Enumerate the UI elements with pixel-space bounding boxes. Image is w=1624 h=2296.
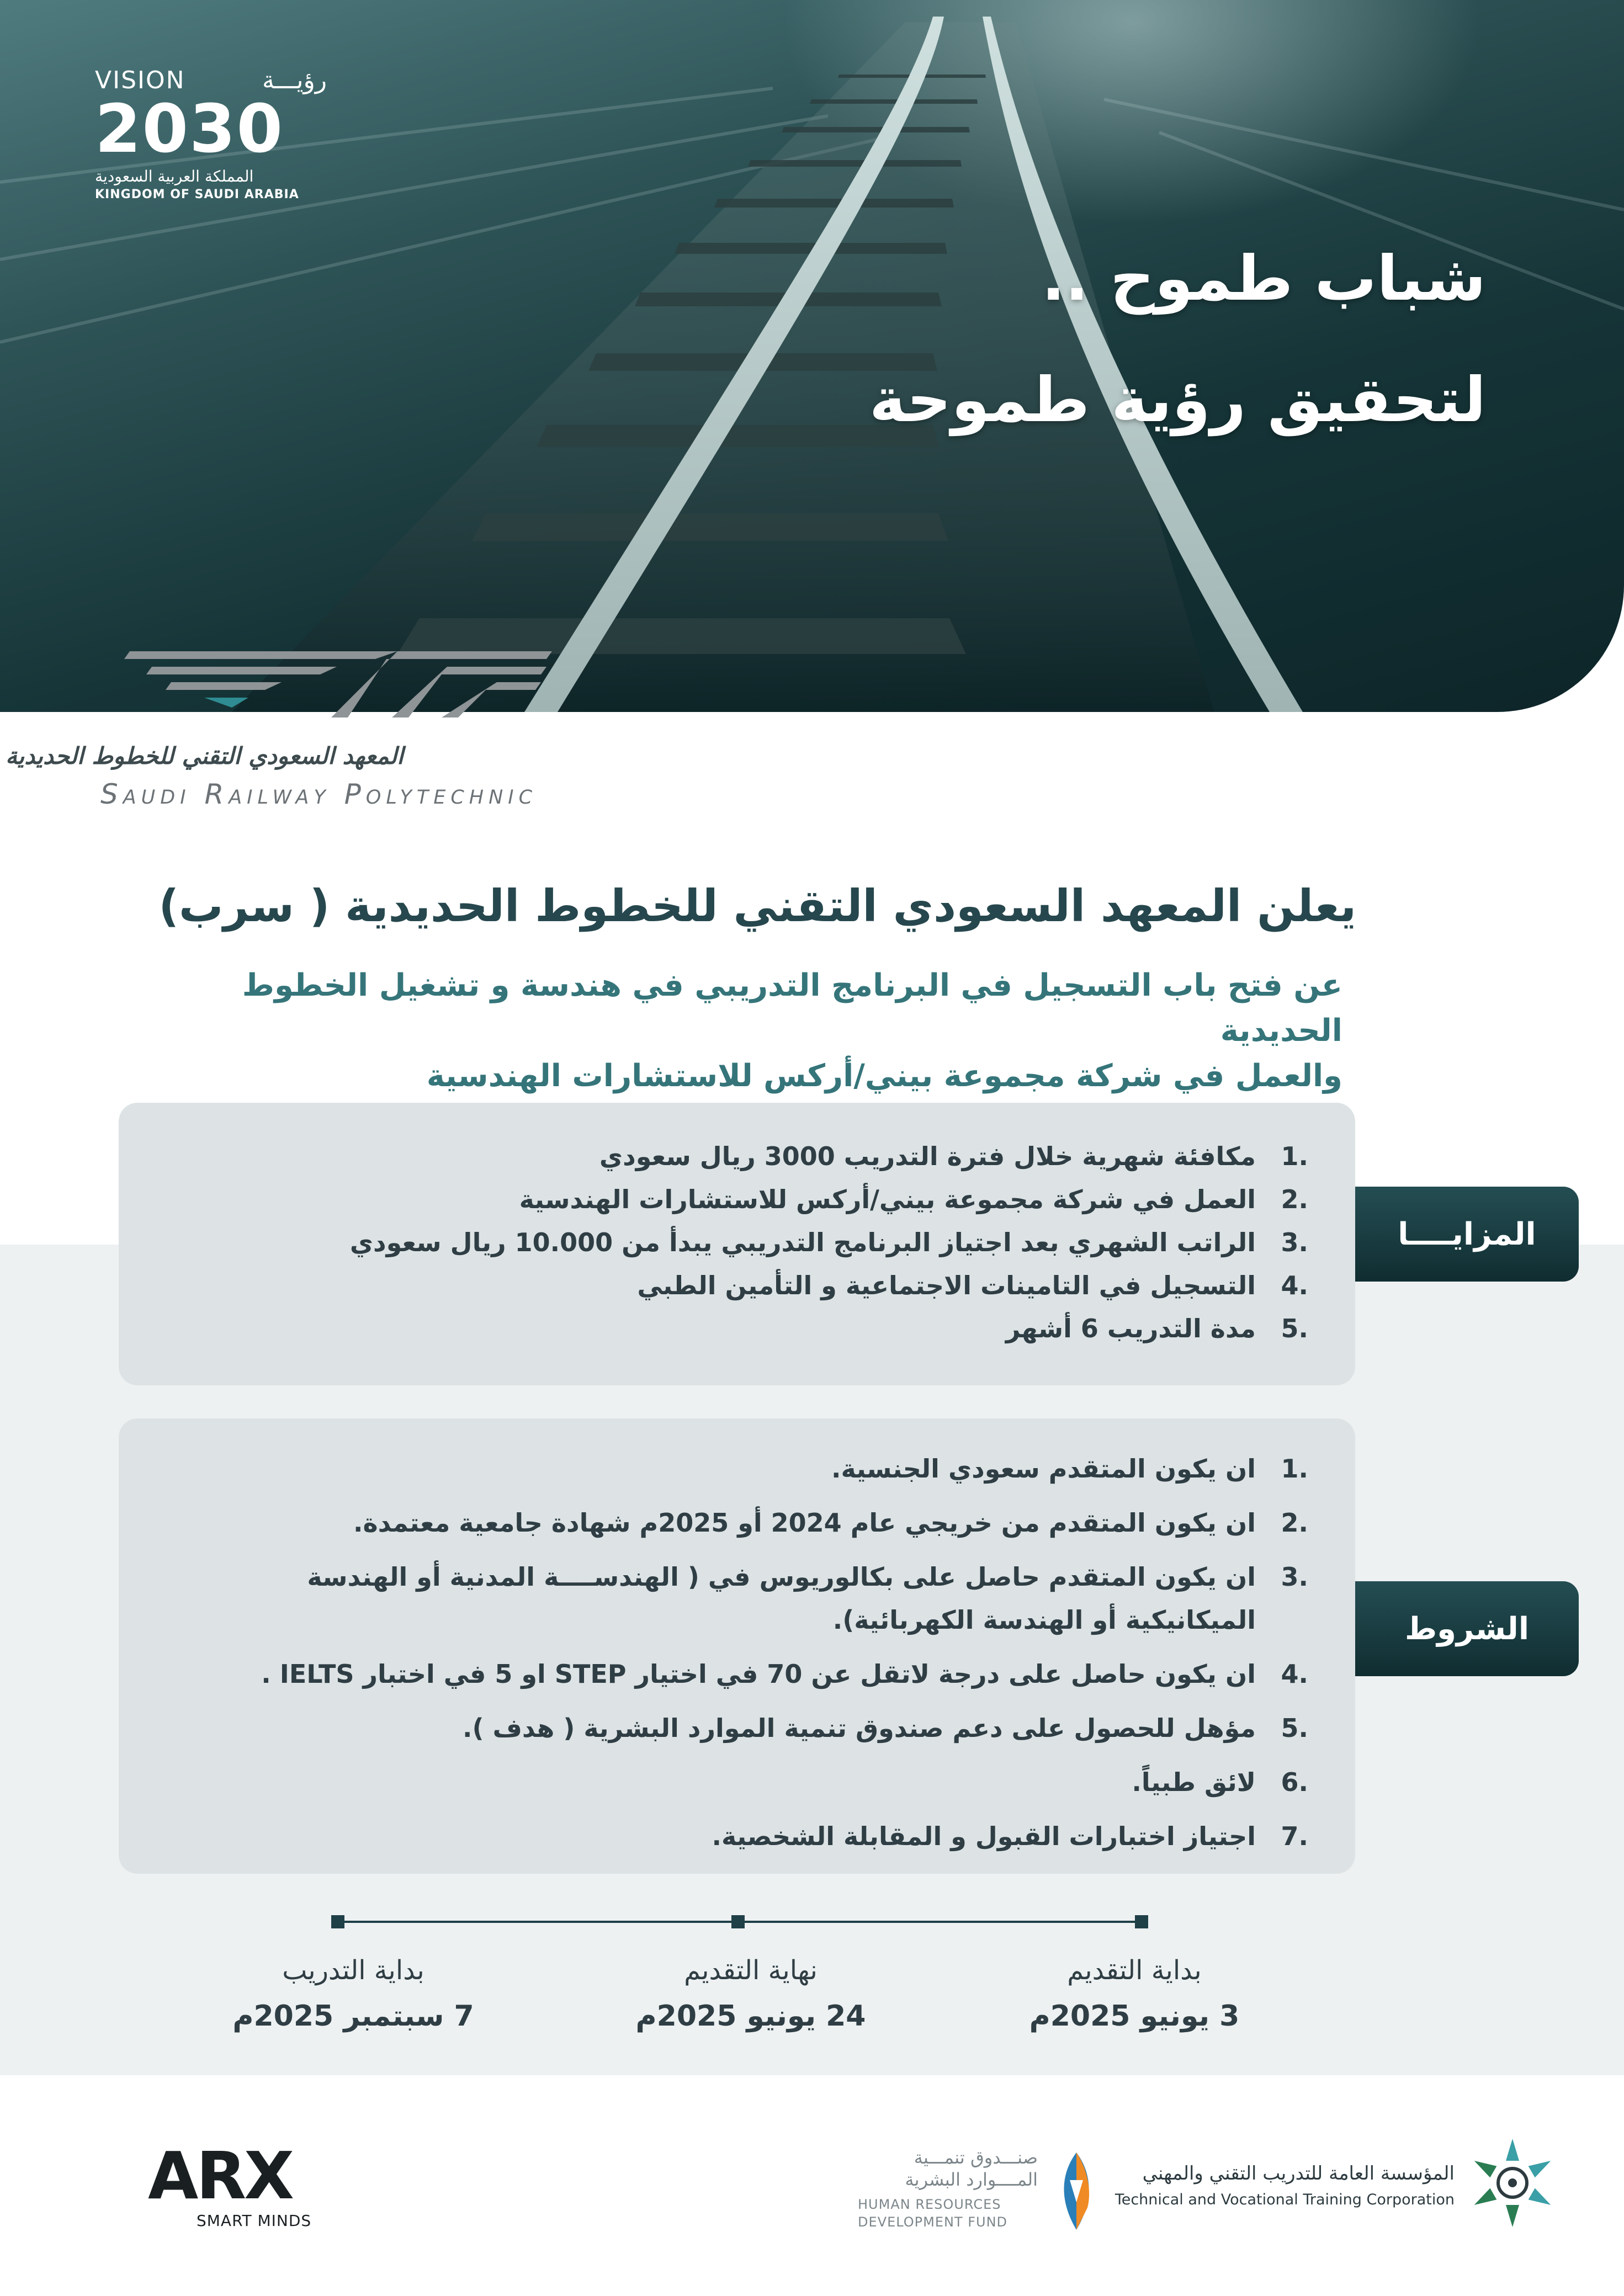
conditions-heading-tab: الشروط	[1355, 1581, 1579, 1676]
hrdf-name-ar-line-1: صنـــدوق تنمـــية	[914, 2147, 1038, 2168]
condition-item: 5. مؤهل للحصول على دعم صندوق تنمية الموارد البشرية ( هدف ).	[462, 1713, 1308, 1743]
slogan-line-2: لتحقيق رؤية طموحة	[869, 364, 1486, 436]
announcement-subtitle-line-1: عن فتح باب التسجيل في البرنامج التدريبي في هندسة و تشغيل الخطوط الحديدية	[242, 968, 1342, 1049]
arx-wordmark: ARX	[148, 2138, 293, 2214]
vision-year: 2030	[95, 91, 284, 168]
hrdf-name-en-line-2: DEVELOPMENT FUND	[858, 2214, 1008, 2230]
announcement-subtitle-line-2: والعمل في شركة مجموعة بيني/أركس للاستشارات الهندسية	[426, 1058, 1342, 1094]
benefit-item: 5. مدة التدريب 6 أشهر	[1005, 1314, 1308, 1343]
vision-2030-logo	[95, 66, 327, 221]
benefits-list	[177, 1135, 1308, 1350]
milestone-date: 24 يونيو 2025م	[635, 2000, 866, 2033]
slogan-line-1: شباب طموح ..	[1041, 243, 1486, 315]
vision-kingdom-ar: المملكة العربية السعودية	[95, 167, 254, 185]
announcement-title: يعلن المعهد السعودي التقني للخطوط الحديدية ( سرب)	[158, 880, 1356, 932]
benefit-item: 1. مكافئة شهرية خلال فترة التدريب 3000 ريال سعودي	[599, 1141, 1308, 1171]
condition-item: 2. ان يكون المتقدم من خريجي عام 2024 أو 2025م شهادة جامعية معتمدة.	[353, 1508, 1308, 1538]
milestone-label: بداية التقديم	[1067, 1955, 1202, 1986]
benefits-heading-tab: المزايــــا	[1355, 1187, 1579, 1282]
timeline-marker	[331, 1915, 344, 1928]
condition-item: 4. ان يكون حاصل على درجة لاتقل عن 70 في اختيار STEP او 5 في اختبار IELTS .	[261, 1659, 1308, 1689]
tvtc-name-en: Technical and Vocational Training Corporation	[1114, 2191, 1455, 2208]
hero-banner	[0, 0, 1624, 712]
conditions-list	[177, 1447, 1308, 1869]
announcement-subtitle	[128, 963, 1342, 1099]
tvtc-name-ar: المؤسسة العامة للتدريب التقني والمهني	[1142, 2162, 1455, 2185]
institute-name-ar: المعهد السعودي التقني للخطوط الحديدية	[6, 742, 404, 769]
benefit-item: 4. التسجيل في التامينات الاجتماعية و التأمين الطبي	[637, 1271, 1308, 1300]
arx-logo	[148, 2138, 336, 2230]
milestone-label: نهاية التقديم	[684, 1955, 818, 1986]
timeline-marker	[1135, 1915, 1148, 1928]
condition-item: 7. اجتياز اختبارات القبول و المقابلة الشخصية.	[712, 1821, 1308, 1851]
condition-item: 6. لائق طبياً.	[1132, 1767, 1308, 1797]
hrdf-emblem-icon	[1049, 2141, 1104, 2235]
milestone-date: 7 سبتمبر 2025م	[232, 2000, 474, 2033]
vision-label-ar: رؤيـــة	[262, 66, 327, 94]
hrdf-logo	[850, 2141, 1104, 2246]
milestone-label: بداية التدريب	[282, 1955, 424, 1986]
tvtc-emblem-icon	[1463, 2130, 1562, 2235]
milestone-date: 3 يونيو 2025م	[1029, 2000, 1240, 2033]
vision-kingdom-en: KINGDOM OF SAUDI ARABIA	[95, 188, 299, 201]
milestone-application-start	[991, 1948, 1278, 2040]
milestone-training-start	[210, 1948, 497, 2040]
institute-name-en: Saudi Railway Polytechnic	[100, 778, 538, 810]
milestone-application-end	[607, 1948, 894, 2040]
benefit-item: 3. الراتب الشهري بعد اجتياز البرنامج التدريبي يبدأ من 10.000 ريال سعودي	[349, 1227, 1308, 1257]
arx-tagline: SMART MINDS	[197, 2212, 312, 2230]
condition-item: 3. ان يكون المتقدم حاصل على بكالوريوس في ( الهندســــة المدنية أو الهندسة الميكانيكية أو الهندسة الكهربائية).	[307, 1562, 1308, 1635]
conditions-panel	[119, 1418, 1355, 1874]
hrdf-name-en-line-1: HUMAN RESOURCES	[858, 2197, 1001, 2212]
hrdf-name-ar-line-2: المــــوارد البشرية	[905, 2169, 1038, 2190]
condition-item: 1. ان يكون المتقدم سعودي الجنسية.	[831, 1454, 1308, 1484]
tvtc-logo	[1114, 2130, 1562, 2241]
timeline-marker	[731, 1915, 745, 1928]
timeline-bar	[331, 1911, 1148, 1933]
vision-label-en: VISION	[95, 66, 185, 94]
benefits-panel	[119, 1103, 1355, 1385]
hero-slogan	[713, 218, 1486, 461]
benefit-item: 2. العمل في شركة مجموعة بيني/أركس للاستشارات الهندسية	[519, 1184, 1308, 1214]
